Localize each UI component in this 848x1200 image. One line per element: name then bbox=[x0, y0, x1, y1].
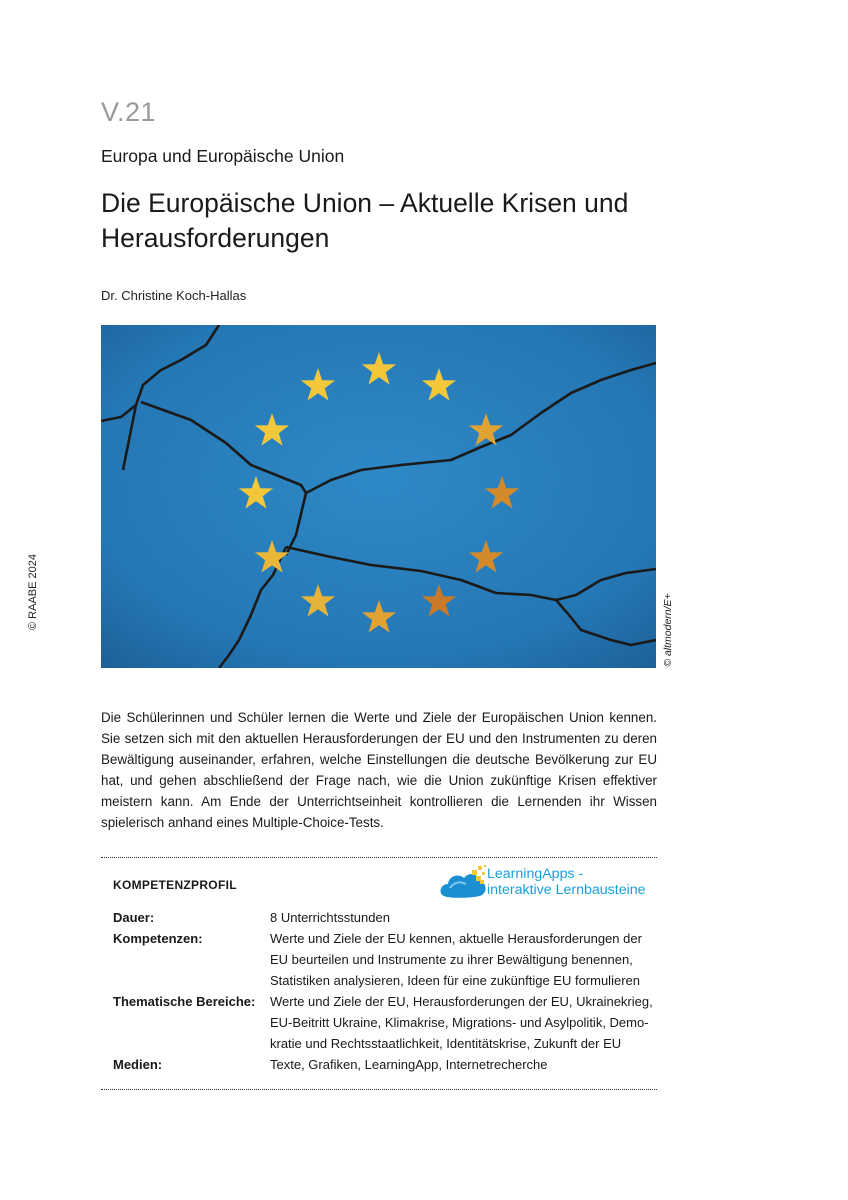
author: Dr. Christine Koch-Hallas bbox=[101, 288, 247, 303]
intro-paragraph: Die Schülerinnen und Schüler lernen die Werte und Ziele der Europäischen Union kennen. Sie setzen sich mit den aktuellen Herausforderungen der EU und den Instrumenten zu deren Bewältigung auseinander, erfahren, welche Einstellungen die deutsche Bevölkerung zur EU hat, und gehen abschließend der Frage nach, wie die Union zukünftige Krisen effektiver meistern kann. Am Ende der Unterrichtseinheit kontrollieren die Lernenden ihr Wissen spielerisch anhand eines Multiple-Choice-Tests. bbox=[101, 710, 657, 830]
profile-label: Thematische Bereiche: bbox=[113, 994, 256, 1009]
profile-heading: KOMPETENZPROFIL bbox=[113, 878, 237, 892]
profile-row-duration bbox=[113, 907, 653, 928]
profile-value: Werte und Ziele der EU kennen, aktuelle Herausforderungen der EU beurteilen und Instrumente zu ihrer Bewältigung benennen, Statistiken analysieren, Ideen für eine zukünftige EU formulieren bbox=[270, 931, 642, 988]
eu-flag-cracked-wall-image bbox=[101, 325, 656, 668]
profile-value: 8 Unterrichtsstunden bbox=[270, 910, 390, 925]
profile-label: Medien: bbox=[113, 1057, 163, 1072]
competency-profile bbox=[113, 907, 653, 1075]
copyright-notice: © RAABE 2024 bbox=[27, 554, 39, 630]
page-title: Die Europäische Union – Aktuelle Krisen und Herausforderungen bbox=[101, 188, 629, 253]
profile-row-topics bbox=[113, 991, 653, 1054]
photo-credit: © altmodern/E+ bbox=[662, 593, 674, 667]
hero-image bbox=[101, 325, 656, 668]
learningapps-line2: interaktive Lernbausteine bbox=[487, 882, 646, 898]
profile-value: Werte und Ziele der EU, Herausforderungen der EU, Ukrainekrieg, EU-Beitritt Ukraine, Klimakrise, Migrations- und Asylpolitik, Demokratie und Rechtsstaatlichkeit, Identitätskrise, Zukunft der EU bbox=[270, 994, 653, 1051]
profile-row-media bbox=[113, 1054, 653, 1075]
profile-value: Texte, Grafiken, LearningApp, Internetrecherche bbox=[270, 1057, 548, 1072]
series-title: Europa und Europäische Union bbox=[101, 146, 345, 166]
profile-row-competencies bbox=[113, 928, 653, 991]
learningapps-line1: LearningApps - bbox=[487, 866, 584, 882]
profile-label: Dauer: bbox=[113, 910, 155, 925]
divider-top bbox=[101, 857, 657, 858]
learningapps-label[interactable] bbox=[487, 866, 646, 898]
profile-label: Kompetenzen: bbox=[113, 931, 203, 946]
unit-number: V.21 bbox=[101, 97, 157, 127]
divider-bottom bbox=[101, 1089, 657, 1090]
cloud-icon bbox=[440, 864, 490, 904]
